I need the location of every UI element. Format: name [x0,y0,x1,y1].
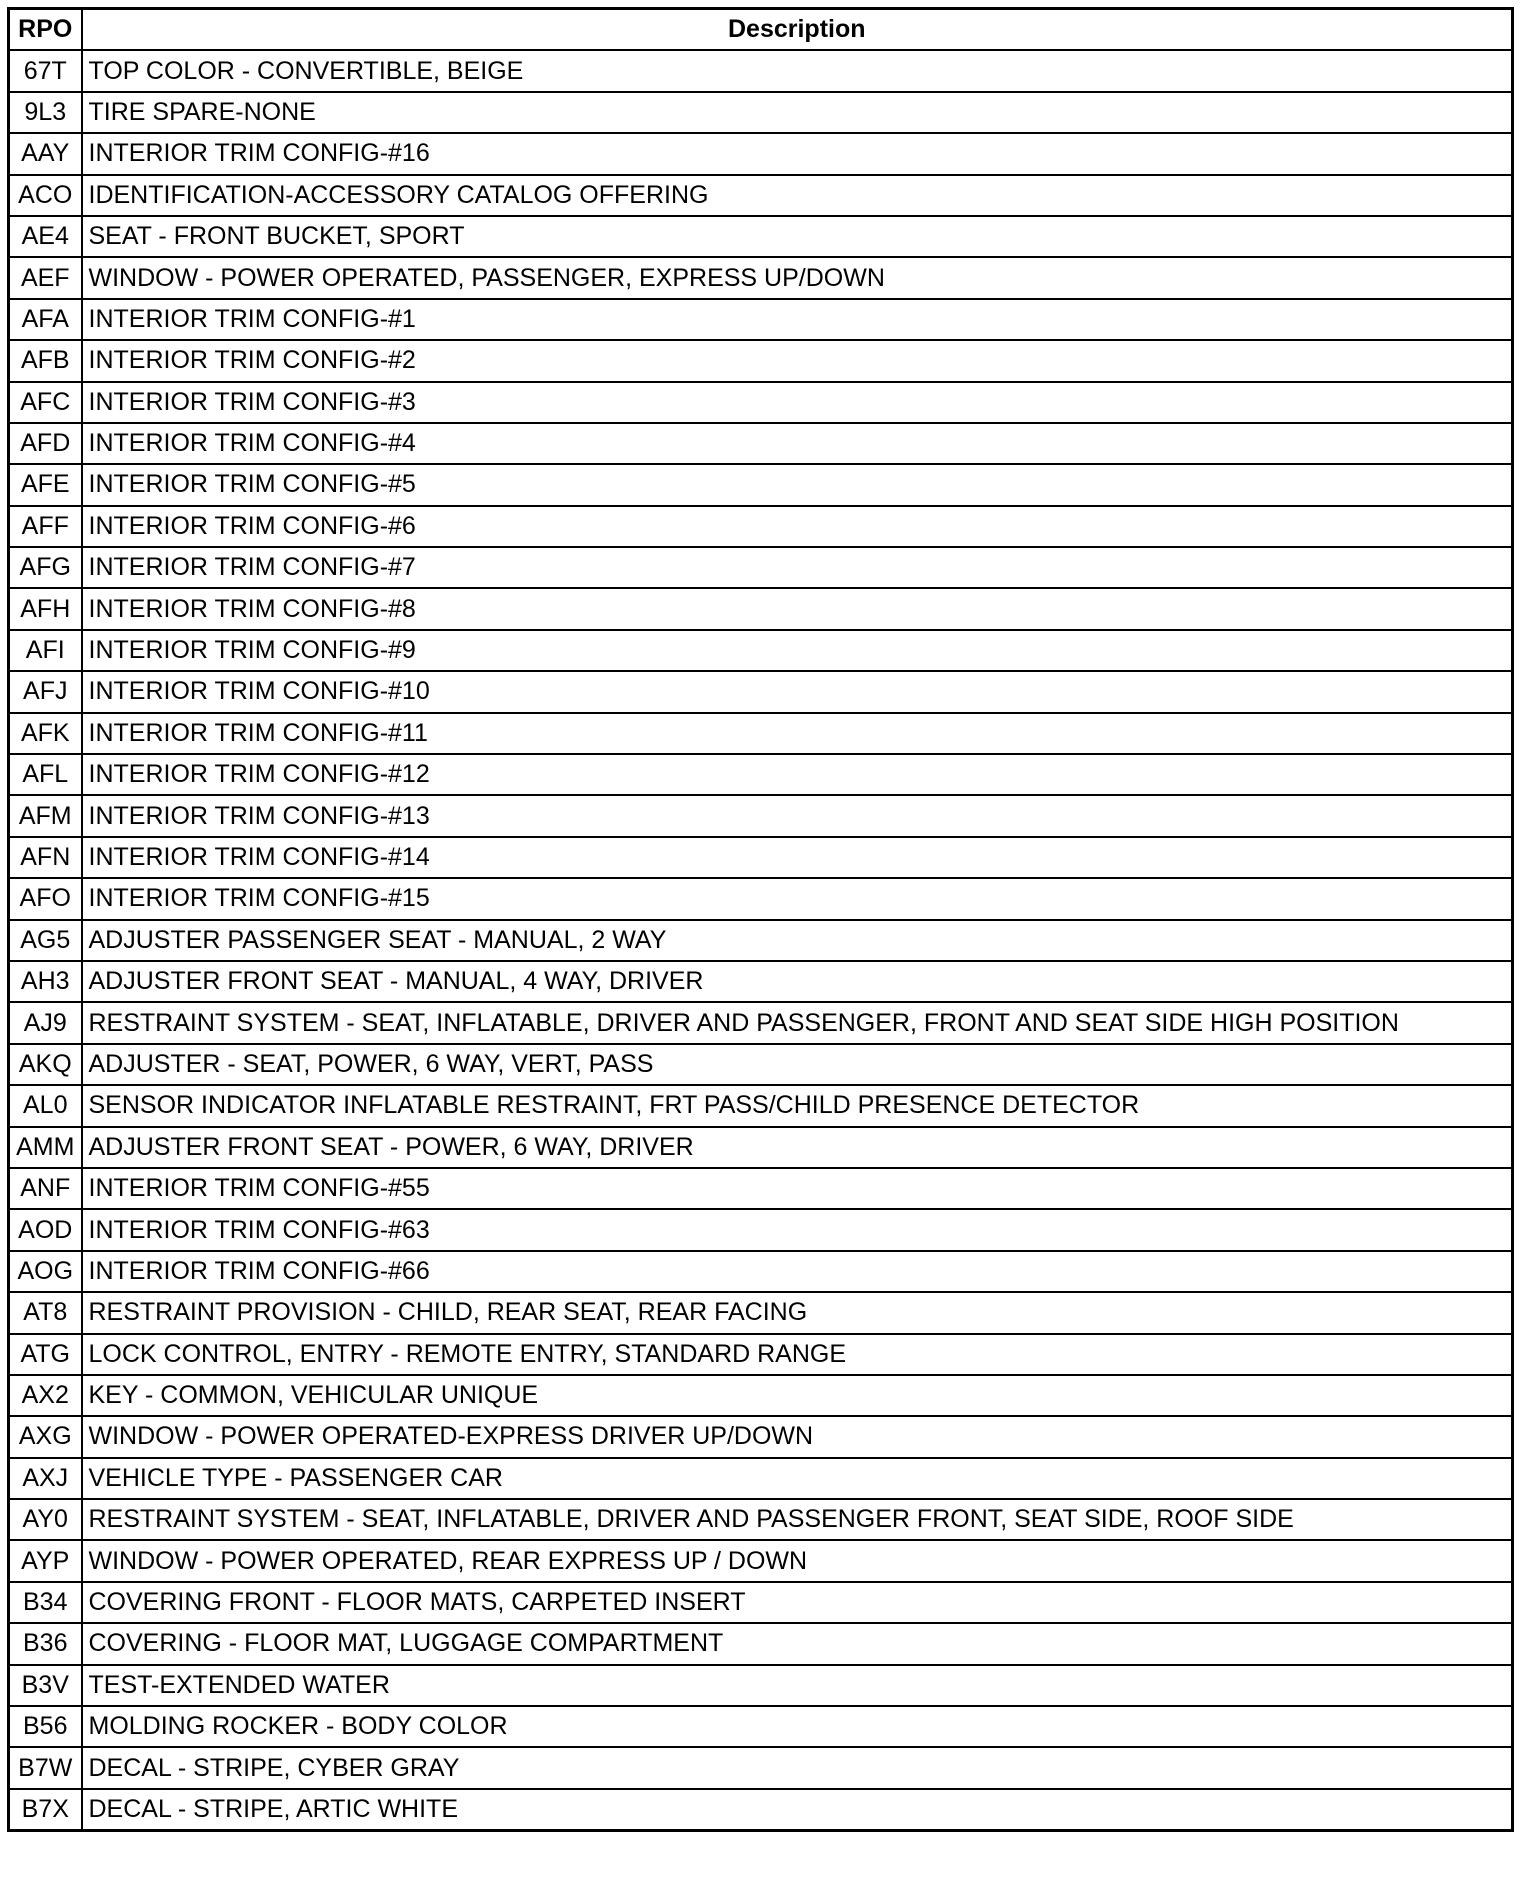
table-row [9,795,1513,836]
description-cell: INTERIOR TRIM CONFIG-#8 [82,588,1513,629]
rpo-code-cell: AOG [9,1251,82,1292]
table-row [9,1499,1513,1540]
description-cell: INTERIOR TRIM CONFIG-#16 [82,133,1513,174]
rpo-code-cell: B56 [9,1706,82,1747]
rpo-code-cell: AFC [9,382,82,423]
description-cell: INTERIOR TRIM CONFIG-#66 [82,1251,1513,1292]
rpo-code-cell: AEF [9,257,82,298]
description-cell: INTERIOR TRIM CONFIG-#4 [82,423,1513,464]
description-cell: RESTRAINT PROVISION - CHILD, REAR SEAT, REAR FACING [82,1292,1513,1333]
rpo-code-cell: ACO [9,175,82,216]
description-cell: WINDOW - POWER OPERATED, PASSENGER, EXPRESS UP/DOWN [82,257,1513,298]
rpo-code-cell: AFA [9,299,82,340]
description-cell: IDENTIFICATION-ACCESSORY CATALOG OFFERING [82,175,1513,216]
description-cell: LOCK CONTROL, ENTRY - REMOTE ENTRY, STANDARD RANGE [82,1334,1513,1375]
description-cell: ADJUSTER FRONT SEAT - MANUAL, 4 WAY, DRIVER [82,961,1513,1002]
rpo-code-cell: AG5 [9,920,82,961]
table-row [9,713,1513,754]
table-row [9,920,1513,961]
table-row [9,961,1513,1002]
description-cell: WINDOW - POWER OPERATED-EXPRESS DRIVER UP/DOWN [82,1416,1513,1457]
description-cell: INTERIOR TRIM CONFIG-#5 [82,464,1513,505]
table-row [9,133,1513,174]
rpo-code-cell: 67T [9,50,82,91]
table-row [9,1085,1513,1126]
rpo-code-cell: AFE [9,464,82,505]
rpo-code-cell: AFD [9,423,82,464]
description-cell: COVERING - FLOOR MAT, LUGGAGE COMPARTMENT [82,1623,1513,1664]
description-cell: INTERIOR TRIM CONFIG-#11 [82,713,1513,754]
table-row [9,1292,1513,1333]
table-row [9,382,1513,423]
description-cell: KEY - COMMON, VEHICULAR UNIQUE [82,1375,1513,1416]
description-cell: INTERIOR TRIM CONFIG-#13 [82,795,1513,836]
rpo-code-cell: AKQ [9,1044,82,1085]
description-cell: TEST-EXTENDED WATER [82,1665,1513,1706]
rpo-code-cell: B34 [9,1582,82,1623]
rpo-code-cell: AFJ [9,671,82,712]
description-cell: ADJUSTER PASSENGER SEAT - MANUAL, 2 WAY [82,920,1513,961]
description-cell: INTERIOR TRIM CONFIG-#1 [82,299,1513,340]
rpo-code-cell: AMM [9,1127,82,1168]
rpo-code-cell: AFB [9,340,82,381]
description-cell: WINDOW - POWER OPERATED, REAR EXPRESS UP / DOWN [82,1540,1513,1581]
rpo-code-cell: AOD [9,1209,82,1250]
rpo-code-cell: AL0 [9,1085,82,1126]
table-row [9,1540,1513,1581]
rpo-code-cell: AYP [9,1540,82,1581]
table-row [9,1044,1513,1085]
description-cell: INTERIOR TRIM CONFIG-#2 [82,340,1513,381]
rpo-code-cell: ANF [9,1168,82,1209]
description-column-header: Description [82,9,1513,51]
table-row [9,1706,1513,1747]
table-row [9,1416,1513,1457]
table-row [9,50,1513,91]
rpo-code-cell: AY0 [9,1499,82,1540]
description-cell: VEHICLE TYPE - PASSENGER CAR [82,1458,1513,1499]
description-cell: MOLDING ROCKER - BODY COLOR [82,1706,1513,1747]
description-cell: INTERIOR TRIM CONFIG-#3 [82,382,1513,423]
table-row [9,506,1513,547]
rpo-code-cell: AH3 [9,961,82,1002]
description-cell: SENSOR INDICATOR INFLATABLE RESTRAINT, FRT PASS/CHILD PRESENCE DETECTOR [82,1085,1513,1126]
table-row [9,1582,1513,1623]
table-row [9,1458,1513,1499]
description-cell: INTERIOR TRIM CONFIG-#15 [82,878,1513,919]
table-row [9,1789,1513,1831]
rpo-code-cell: AAY [9,133,82,174]
rpo-table [7,7,1514,1832]
table-row [9,837,1513,878]
table-row [9,1623,1513,1664]
header-row [9,9,1513,51]
description-cell: INTERIOR TRIM CONFIG-#14 [82,837,1513,878]
description-cell: INTERIOR TRIM CONFIG-#6 [82,506,1513,547]
rpo-code-cell: B7W [9,1747,82,1788]
table-row [9,878,1513,919]
rpo-code-cell: AFH [9,588,82,629]
table-row [9,1665,1513,1706]
table-row [9,1747,1513,1788]
table-row [9,423,1513,464]
rpo-code-cell: AXG [9,1416,82,1457]
table-row [9,754,1513,795]
table-row [9,1375,1513,1416]
description-cell: SEAT - FRONT BUCKET, SPORT [82,216,1513,257]
rpo-code-cell: AX2 [9,1375,82,1416]
rpo-code-cell: AE4 [9,216,82,257]
rpo-code-cell: ATG [9,1334,82,1375]
table-row [9,216,1513,257]
rpo-code-cell: 9L3 [9,92,82,133]
description-cell: INTERIOR TRIM CONFIG-#10 [82,671,1513,712]
description-cell: INTERIOR TRIM CONFIG-#12 [82,754,1513,795]
description-cell: ADJUSTER - SEAT, POWER, 6 WAY, VERT, PASS [82,1044,1513,1085]
rpo-code-cell: AFI [9,630,82,671]
table-row [9,671,1513,712]
rpo-code-cell: AFM [9,795,82,836]
table-row [9,1002,1513,1043]
table-row [9,340,1513,381]
rpo-code-cell: B36 [9,1623,82,1664]
rpo-code-cell: AFF [9,506,82,547]
table-header [9,9,1513,51]
table-row [9,299,1513,340]
table-row [9,547,1513,588]
description-cell: TIRE SPARE-NONE [82,92,1513,133]
description-cell: DECAL - STRIPE, CYBER GRAY [82,1747,1513,1788]
description-cell: TOP COLOR - CONVERTIBLE, BEIGE [82,50,1513,91]
description-cell: ADJUSTER FRONT SEAT - POWER, 6 WAY, DRIVER [82,1127,1513,1168]
description-cell: DECAL - STRIPE, ARTIC WHITE [82,1789,1513,1831]
table-row [9,175,1513,216]
rpo-code-cell: AFN [9,837,82,878]
rpo-code-cell: B3V [9,1665,82,1706]
table-row [9,630,1513,671]
table-row [9,1168,1513,1209]
table-row [9,464,1513,505]
table-row [9,1251,1513,1292]
rpo-code-cell: AFG [9,547,82,588]
table-row [9,1209,1513,1250]
rpo-code-cell: AJ9 [9,1002,82,1043]
rpo-code-cell: AT8 [9,1292,82,1333]
description-cell: RESTRAINT SYSTEM - SEAT, INFLATABLE, DRIVER AND PASSENGER FRONT, SEAT SIDE, ROOF SIDE [82,1499,1513,1540]
rpo-code-cell: AXJ [9,1458,82,1499]
rpo-code-cell: AFK [9,713,82,754]
description-cell: COVERING FRONT - FLOOR MATS, CARPETED INSERT [82,1582,1513,1623]
table-body [9,50,1513,1830]
table-row [9,257,1513,298]
table-row [9,1334,1513,1375]
rpo-code-cell: AFL [9,754,82,795]
description-cell: INTERIOR TRIM CONFIG-#63 [82,1209,1513,1250]
description-cell: INTERIOR TRIM CONFIG-#9 [82,630,1513,671]
rpo-code-cell: AFO [9,878,82,919]
table-row [9,92,1513,133]
description-cell: INTERIOR TRIM CONFIG-#55 [82,1168,1513,1209]
table-row [9,1127,1513,1168]
rpo-column-header: RPO [9,9,82,51]
rpo-code-cell: B7X [9,1789,82,1831]
description-cell: INTERIOR TRIM CONFIG-#7 [82,547,1513,588]
description-cell: RESTRAINT SYSTEM - SEAT, INFLATABLE, DRIVER AND PASSENGER, FRONT AND SEAT SIDE HIGH POSITION [82,1002,1513,1043]
table-row [9,588,1513,629]
